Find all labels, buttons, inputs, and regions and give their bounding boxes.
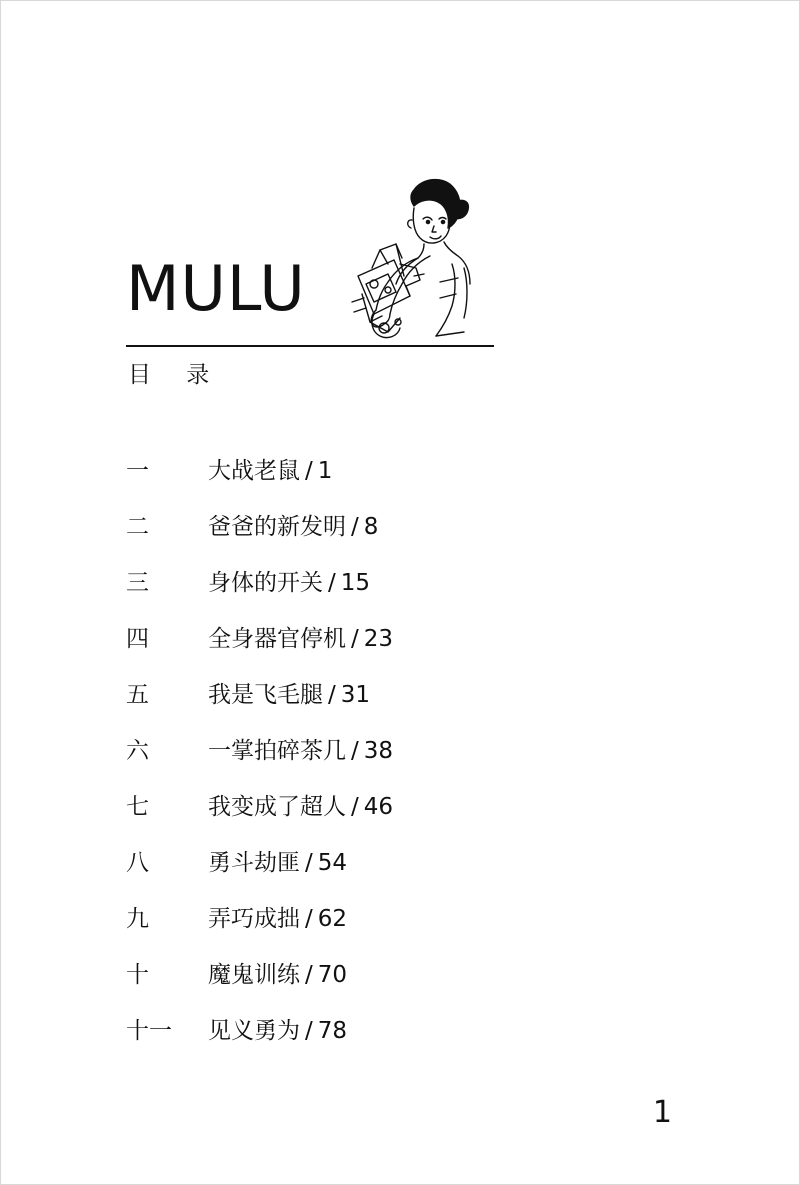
toc-entry-page: 78 <box>317 1018 348 1044</box>
toc-entry-page: 46 <box>363 794 394 820</box>
toc-entry-page: 15 <box>340 570 371 596</box>
list-item[interactable] <box>126 732 666 788</box>
toc-separator: / <box>305 850 313 876</box>
toc-separator: / <box>351 626 359 652</box>
toc-separator: / <box>305 458 313 484</box>
toc-entry-number: 四 <box>126 626 150 652</box>
list-item[interactable] <box>126 508 666 564</box>
toc-entry-number: 七 <box>126 794 150 820</box>
list-item[interactable] <box>126 844 666 900</box>
toc-entry-number: 三 <box>126 570 150 596</box>
toc-separator: / <box>328 682 336 708</box>
toc-entry-page: 70 <box>317 962 348 988</box>
toc-entry-page: 62 <box>317 906 348 932</box>
list-item[interactable] <box>126 676 666 732</box>
toc-entry-page: 54 <box>317 850 348 876</box>
list-item[interactable] <box>126 1012 666 1068</box>
toc-entry-number: 六 <box>126 738 150 764</box>
list-item[interactable] <box>126 788 666 844</box>
toc-entry-page: 8 <box>363 514 379 540</box>
toc-separator: / <box>305 1018 313 1044</box>
toc-separator: / <box>305 962 313 988</box>
list-item[interactable] <box>126 452 666 508</box>
toc-separator: / <box>328 570 336 596</box>
list-item[interactable] <box>126 956 666 1012</box>
boy-with-gadget-illustration <box>344 172 474 350</box>
toc-entry-title: 全身器官停机 <box>208 626 346 652</box>
toc-entry-number: 九 <box>126 906 150 932</box>
toc-entry-page: 23 <box>363 626 394 652</box>
list-item[interactable] <box>126 564 666 620</box>
toc-separator: / <box>351 738 359 764</box>
toc-entry-page: 1 <box>317 458 333 484</box>
toc-entry-title: 弄巧成拙 <box>208 906 300 932</box>
toc-entry-title: 我是飞毛腿 <box>208 682 323 708</box>
toc-entry-title: 魔鬼训练 <box>208 962 300 988</box>
toc-entry-number: 一 <box>126 458 150 484</box>
toc-separator: / <box>305 906 313 932</box>
toc-entry-title: 大战老鼠 <box>208 458 300 484</box>
toc-entry-title: 爸爸的新发明 <box>208 514 346 540</box>
toc-entry-title: 身体的开关 <box>208 570 323 596</box>
toc-entry-number: 二 <box>126 514 150 540</box>
page-title-latin: MULU <box>126 252 306 325</box>
toc-entry-title: 见义勇为 <box>208 1018 300 1044</box>
toc-entry-title: 我变成了超人 <box>208 794 346 820</box>
toc-entry-page: 38 <box>363 738 394 764</box>
toc-separator: / <box>351 514 359 540</box>
page-title-cjk: 目 录 <box>128 362 224 388</box>
list-item[interactable] <box>126 900 666 956</box>
toc-entry-title: 一掌拍碎茶几 <box>208 738 346 764</box>
toc-entry-number: 十一 <box>126 1018 172 1044</box>
list-item[interactable] <box>126 620 666 676</box>
table-of-contents <box>126 452 666 1068</box>
toc-entry-number: 十 <box>126 962 150 988</box>
page-number: 1 <box>652 1095 672 1130</box>
toc-entry-page: 31 <box>340 682 371 708</box>
toc-entry-title: 勇斗劫匪 <box>208 850 300 876</box>
toc-entry-number: 八 <box>126 850 150 876</box>
toc-separator: / <box>351 794 359 820</box>
toc-entry-number: 五 <box>126 682 150 708</box>
